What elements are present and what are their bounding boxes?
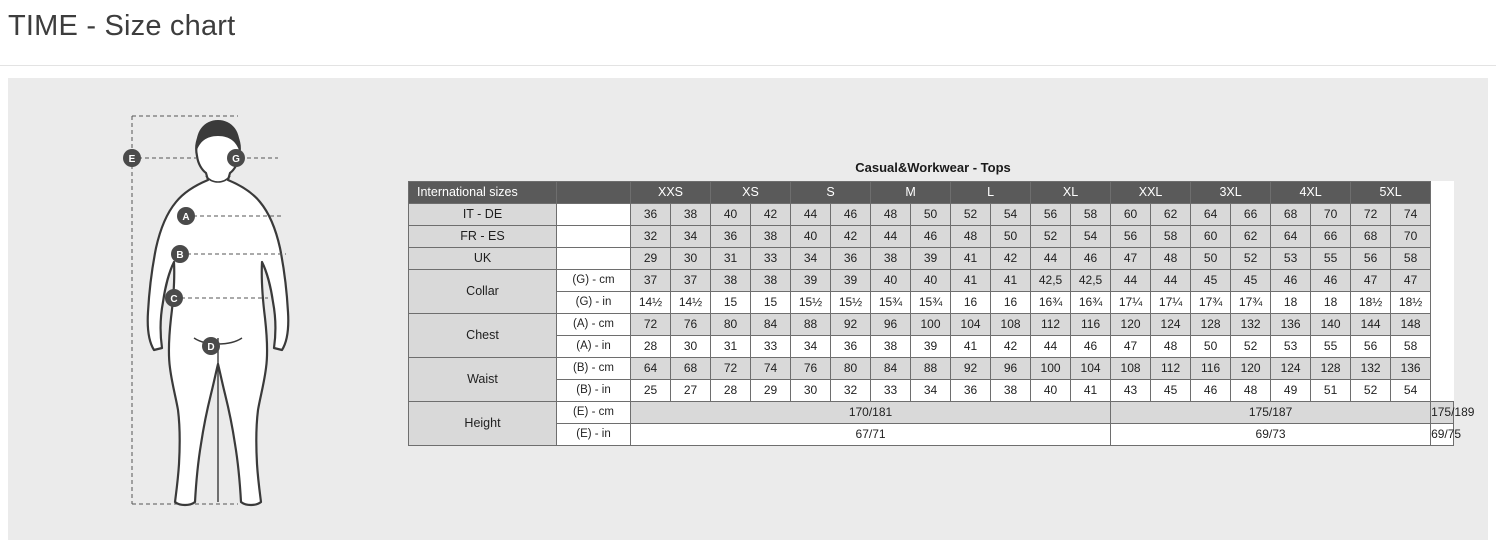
table-cell: 36 xyxy=(631,204,671,226)
table-cell: 37 xyxy=(671,270,711,292)
table-cell: 55 xyxy=(1311,248,1351,270)
table-cell: 58 xyxy=(1071,204,1111,226)
table-cell: 47 xyxy=(1351,270,1391,292)
table-cell: 38 xyxy=(871,248,911,270)
table-cell: 52 xyxy=(951,204,991,226)
table-cell: 46 xyxy=(1271,270,1311,292)
table-cell: 92 xyxy=(831,314,871,336)
table-cell: 28 xyxy=(711,380,751,402)
table-cell: 100 xyxy=(911,314,951,336)
header-size-3xl: 3XL xyxy=(1191,182,1271,204)
table-cell: 42 xyxy=(991,336,1031,358)
table-cell: 58 xyxy=(1391,248,1431,270)
row-sublabel: (B) - cm xyxy=(557,358,631,380)
table-cell: 60 xyxy=(1111,204,1151,226)
table-cell: 54 xyxy=(991,204,1031,226)
table-cell: 64 xyxy=(1271,226,1311,248)
row-sublabel xyxy=(557,248,631,270)
table-cell: 128 xyxy=(1191,314,1231,336)
table-cell: 120 xyxy=(1111,314,1151,336)
table-cell: 116 xyxy=(1191,358,1231,380)
page-title: TIME - Size chart xyxy=(8,10,236,42)
table-cell: 15 xyxy=(751,292,791,314)
table-cell: 39 xyxy=(911,248,951,270)
table-cell: 132 xyxy=(1351,358,1391,380)
table-cell: 38 xyxy=(751,226,791,248)
table-cell: 18½ xyxy=(1351,292,1391,314)
svg-text:E: E xyxy=(128,154,136,165)
table-row xyxy=(409,270,1454,292)
height-group-cell: 69/73 xyxy=(1111,424,1431,446)
table-cell: 34 xyxy=(791,248,831,270)
table-cell: 38 xyxy=(751,270,791,292)
table-cell: 15½ xyxy=(831,292,871,314)
table-cell: 46 xyxy=(1311,270,1351,292)
table-cell: 44 xyxy=(791,204,831,226)
table-cell: 46 xyxy=(1071,248,1111,270)
table-cell: 112 xyxy=(1031,314,1071,336)
table-cell: 37 xyxy=(631,270,671,292)
table-cell: 62 xyxy=(1151,204,1191,226)
table-row xyxy=(409,380,1454,402)
table-cell: 124 xyxy=(1151,314,1191,336)
table-cell: 53 xyxy=(1271,336,1311,358)
table-cell: 50 xyxy=(911,204,951,226)
header-sub xyxy=(557,182,631,204)
table-cell: 43 xyxy=(1111,380,1151,402)
table-cell: 64 xyxy=(1191,204,1231,226)
table-cell: 80 xyxy=(711,314,751,336)
table-cell: 56 xyxy=(1031,204,1071,226)
row-sublabel: (G) - in xyxy=(557,292,631,314)
table-cell: 88 xyxy=(791,314,831,336)
table-cell: 58 xyxy=(1391,336,1431,358)
table-cell: 41 xyxy=(951,248,991,270)
table-cell: 38 xyxy=(871,336,911,358)
table-cell: 44 xyxy=(1031,336,1071,358)
table-cell: 48 xyxy=(1151,248,1191,270)
table-cell: 50 xyxy=(991,226,1031,248)
table-cell: 52 xyxy=(1351,380,1391,402)
table-cell: 18 xyxy=(1311,292,1351,314)
table-cell: 128 xyxy=(1311,358,1351,380)
table-cell: 47 xyxy=(1391,270,1431,292)
table-cell: 34 xyxy=(911,380,951,402)
table-cell: 44 xyxy=(871,226,911,248)
header-size-m: M xyxy=(871,182,951,204)
table-cell: 66 xyxy=(1231,204,1271,226)
table-cell: 17¼ xyxy=(1111,292,1151,314)
table-cell: 136 xyxy=(1391,358,1431,380)
table-cell: 104 xyxy=(951,314,991,336)
table-cell: 30 xyxy=(671,336,711,358)
table-cell: 29 xyxy=(751,380,791,402)
table-cell: 72 xyxy=(1351,204,1391,226)
row-label: Waist xyxy=(409,358,557,402)
table-cell: 55 xyxy=(1311,336,1351,358)
table-cell: 56 xyxy=(1351,336,1391,358)
table-cell: 84 xyxy=(751,314,791,336)
table-cell: 64 xyxy=(631,358,671,380)
header-size-xxl: XXL xyxy=(1111,182,1191,204)
table-cell: 48 xyxy=(871,204,911,226)
table-cell: 42,5 xyxy=(1071,270,1111,292)
table-cell: 124 xyxy=(1271,358,1311,380)
table-cell: 16 xyxy=(951,292,991,314)
table-cell: 44 xyxy=(1031,248,1071,270)
table-cell: 38 xyxy=(711,270,751,292)
table-cell: 40 xyxy=(791,226,831,248)
row-sublabel xyxy=(557,226,631,248)
table-cell: 40 xyxy=(871,270,911,292)
size-table xyxy=(408,181,1475,446)
table-cell: 56 xyxy=(1351,248,1391,270)
table-cell: 47 xyxy=(1111,248,1151,270)
table-row xyxy=(409,314,1454,336)
table-cell: 148 xyxy=(1391,314,1431,336)
table-cell: 15¾ xyxy=(871,292,911,314)
table-cell: 16¾ xyxy=(1031,292,1071,314)
height-group-cell: 170/181 xyxy=(631,402,1111,424)
table-cell: 15 xyxy=(711,292,751,314)
table-cell: 38 xyxy=(991,380,1031,402)
header-size-l: L xyxy=(951,182,1031,204)
table-cell: 15¾ xyxy=(911,292,951,314)
table-cell: 30 xyxy=(791,380,831,402)
table-cell: 54 xyxy=(1391,380,1431,402)
table-cell: 74 xyxy=(751,358,791,380)
table-cell: 41 xyxy=(991,270,1031,292)
table-cell: 29 xyxy=(631,248,671,270)
table-cell: 27 xyxy=(671,380,711,402)
table-cell: 36 xyxy=(951,380,991,402)
table-cell: 31 xyxy=(711,336,751,358)
table-cell: 39 xyxy=(791,270,831,292)
table-cell: 47 xyxy=(1111,336,1151,358)
table-cell: 49 xyxy=(1271,380,1311,402)
table-cell: 132 xyxy=(1231,314,1271,336)
table-row xyxy=(409,402,1454,424)
table-row xyxy=(409,424,1454,446)
table-cell: 52 xyxy=(1231,336,1271,358)
table-cell: 50 xyxy=(1191,336,1231,358)
table-cell: 31 xyxy=(711,248,751,270)
table-cell: 36 xyxy=(831,248,871,270)
table-cell: 25 xyxy=(631,380,671,402)
table-cell: 33 xyxy=(751,248,791,270)
table-cell: 40 xyxy=(711,204,751,226)
table-cell: 38 xyxy=(671,204,711,226)
table-cell: 60 xyxy=(1191,226,1231,248)
header-size-5xl: 5XL xyxy=(1351,182,1431,204)
table-cell: 74 xyxy=(1391,204,1431,226)
table-cell: 66 xyxy=(1311,226,1351,248)
table-cell: 42 xyxy=(831,226,871,248)
table-cell: 44 xyxy=(1151,270,1191,292)
table-cell: 16 xyxy=(991,292,1031,314)
table-cell: 104 xyxy=(1071,358,1111,380)
table-cell: 68 xyxy=(1271,204,1311,226)
svg-text:B: B xyxy=(176,250,184,261)
table-cell: 18½ xyxy=(1391,292,1431,314)
svg-text:A: A xyxy=(182,212,190,223)
table-cell: 45 xyxy=(1151,380,1191,402)
title-divider xyxy=(0,65,1496,66)
table-row xyxy=(409,248,1454,270)
table-cell: 32 xyxy=(831,380,871,402)
table-cell: 144 xyxy=(1351,314,1391,336)
table-cell: 17¼ xyxy=(1151,292,1191,314)
table-cell: 41 xyxy=(951,270,991,292)
table-cell: 36 xyxy=(831,336,871,358)
row-sublabel: (B) - in xyxy=(557,380,631,402)
table-cell: 140 xyxy=(1311,314,1351,336)
height-group-cell: 175/187 xyxy=(1111,402,1431,424)
row-sublabel: (E) - in xyxy=(557,424,631,446)
table-row xyxy=(409,292,1454,314)
table-cell: 84 xyxy=(871,358,911,380)
row-label: IT - DE xyxy=(409,204,557,226)
table-cell: 108 xyxy=(1111,358,1151,380)
table-cell: 41 xyxy=(1071,380,1111,402)
table-cell: 50 xyxy=(1191,248,1231,270)
table-cell: 70 xyxy=(1311,204,1351,226)
header-size-xxs: XXS xyxy=(631,182,711,204)
table-cell: 33 xyxy=(751,336,791,358)
size-chart-panel xyxy=(8,78,1488,540)
table-cell: 39 xyxy=(831,270,871,292)
table-cell: 52 xyxy=(1231,248,1271,270)
table-cell: 53 xyxy=(1271,248,1311,270)
row-label: Height xyxy=(409,402,557,446)
table-cell: 42 xyxy=(751,204,791,226)
table-cell: 96 xyxy=(991,358,1031,380)
row-sublabel: (A) - cm xyxy=(557,314,631,336)
row-label: UK xyxy=(409,248,557,270)
table-cell: 46 xyxy=(1071,336,1111,358)
table-cell: 15½ xyxy=(791,292,831,314)
row-label: FR - ES xyxy=(409,226,557,248)
table-cell: 34 xyxy=(671,226,711,248)
table-cell: 92 xyxy=(951,358,991,380)
size-table-title: Casual&Workwear - Tops xyxy=(855,160,1011,175)
table-cell: 17¾ xyxy=(1231,292,1271,314)
table-cell: 14½ xyxy=(631,292,671,314)
table-cell: 46 xyxy=(911,226,951,248)
svg-text:C: C xyxy=(170,294,178,305)
table-cell: 34 xyxy=(791,336,831,358)
body-figure xyxy=(118,106,388,516)
table-cell: 112 xyxy=(1151,358,1191,380)
table-cell: 116 xyxy=(1071,314,1111,336)
row-label: Chest xyxy=(409,314,557,358)
height-group-cell: 67/71 xyxy=(631,424,1111,446)
table-cell: 72 xyxy=(631,314,671,336)
table-cell: 58 xyxy=(1151,226,1191,248)
table-cell: 51 xyxy=(1311,380,1351,402)
table-cell: 76 xyxy=(791,358,831,380)
header-international-sizes: International sizes xyxy=(409,182,557,204)
table-cell: 88 xyxy=(911,358,951,380)
row-label: Collar xyxy=(409,270,557,314)
table-cell: 62 xyxy=(1231,226,1271,248)
table-row xyxy=(409,226,1454,248)
table-cell: 41 xyxy=(951,336,991,358)
table-cell: 30 xyxy=(671,248,711,270)
header-size-s: S xyxy=(791,182,871,204)
size-table-container xyxy=(408,160,1475,446)
table-cell: 33 xyxy=(871,380,911,402)
table-cell: 52 xyxy=(1031,226,1071,248)
row-sublabel: (G) - cm xyxy=(557,270,631,292)
table-cell: 42 xyxy=(991,248,1031,270)
table-cell: 46 xyxy=(831,204,871,226)
table-cell: 40 xyxy=(911,270,951,292)
table-cell: 16¾ xyxy=(1071,292,1111,314)
table-cell: 100 xyxy=(1031,358,1071,380)
table-cell: 32 xyxy=(631,226,671,248)
table-cell: 76 xyxy=(671,314,711,336)
height-group-cell: 175/189 xyxy=(1431,402,1454,424)
table-cell: 14½ xyxy=(671,292,711,314)
table-cell: 39 xyxy=(911,336,951,358)
header-size-4xl: 4XL xyxy=(1271,182,1351,204)
table-cell: 48 xyxy=(1151,336,1191,358)
svg-text:D: D xyxy=(207,342,215,353)
table-cell: 44 xyxy=(1111,270,1151,292)
table-cell: 36 xyxy=(711,226,751,248)
table-header-row xyxy=(409,182,1454,204)
table-cell: 80 xyxy=(831,358,871,380)
table-cell: 42,5 xyxy=(1031,270,1071,292)
size-table-body xyxy=(409,204,1475,446)
height-group-cell: 69/75 xyxy=(1431,424,1454,446)
table-cell: 40 xyxy=(1031,380,1071,402)
row-sublabel: (E) - cm xyxy=(557,402,631,424)
header-size-xs: XS xyxy=(711,182,791,204)
row-sublabel xyxy=(557,204,631,226)
table-cell: 68 xyxy=(671,358,711,380)
table-cell: 45 xyxy=(1231,270,1271,292)
table-cell: 48 xyxy=(1231,380,1271,402)
svg-text:G: G xyxy=(232,154,240,165)
table-cell: 120 xyxy=(1231,358,1271,380)
table-row xyxy=(409,204,1454,226)
row-sublabel: (A) - in xyxy=(557,336,631,358)
table-cell: 56 xyxy=(1111,226,1151,248)
table-cell: 72 xyxy=(711,358,751,380)
header-size-xl: XL xyxy=(1031,182,1111,204)
table-cell: 108 xyxy=(991,314,1031,336)
table-cell: 45 xyxy=(1191,270,1231,292)
table-cell: 70 xyxy=(1391,226,1431,248)
table-row xyxy=(409,336,1454,358)
table-cell: 17¾ xyxy=(1191,292,1231,314)
table-cell: 54 xyxy=(1071,226,1111,248)
table-cell: 46 xyxy=(1191,380,1231,402)
table-cell: 18 xyxy=(1271,292,1311,314)
table-cell: 96 xyxy=(871,314,911,336)
table-cell: 48 xyxy=(951,226,991,248)
table-cell: 68 xyxy=(1351,226,1391,248)
table-cell: 136 xyxy=(1271,314,1311,336)
table-cell: 28 xyxy=(631,336,671,358)
table-row xyxy=(409,358,1454,380)
